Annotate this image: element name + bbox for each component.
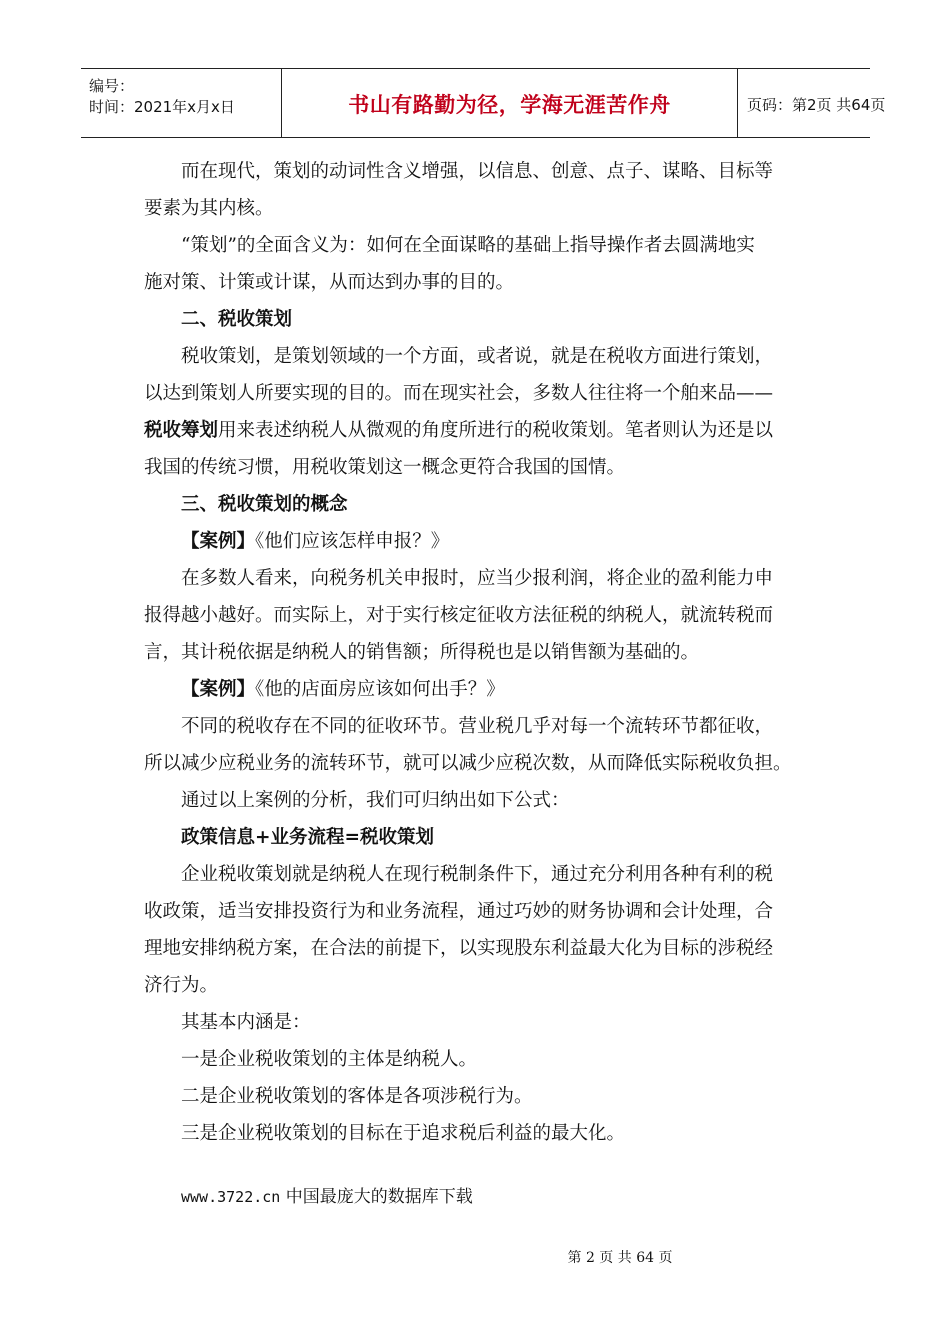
bold-term: 税收筹划 — [144, 420, 219, 441]
paragraph-line: 所以减少应税业务的流转环节，就可以减少应税次数，从而降低实际税收负担。 — [144, 753, 792, 774]
list-item: 一是企业税收策划的主体是纳税人。 — [181, 1049, 478, 1070]
paragraph-line: 收政策，适当安排投资行为和业务流程，通过巧妙的财务协调和会计处理，合 — [144, 901, 774, 922]
header-motto-cell — [281, 69, 738, 137]
formula: 政策信息+业务流程=税收策划 — [181, 827, 435, 848]
footer-url-text: 中国最庞大的数据库下载 — [280, 1187, 473, 1207]
header-page-cell — [737, 69, 886, 137]
footer-source — [181, 1182, 473, 1207]
list-item: 二是企业税收策划的客体是各项涉税行为。 — [181, 1086, 533, 1107]
list-item: 三是企业税收策划的目标在于追求税后利益的最大化。 — [181, 1123, 626, 1144]
paragraph-line: 以达到策划人所要实现的目的。而在现实社会，多数人往往将一个舶来品—— — [144, 383, 774, 404]
paragraph-line: 我国的传统习惯，用税收策划这一概念更符合我国的国情。 — [144, 457, 626, 478]
paragraph-line: 其基本内涵是： — [181, 1012, 311, 1033]
footer-url-link[interactable]: www.3722.cn — [181, 1188, 281, 1206]
paragraph-line — [144, 419, 773, 443]
section-heading: 三、税收策划的概念 — [181, 494, 348, 515]
document-date: 时间：2021年x月x日 — [89, 98, 235, 116]
paragraph-line: 言，其计税依据是纳税人的销售额；所得税也是以销售额为基础的。 — [144, 642, 700, 663]
page-footer: 第 2 页 共 64 页 — [567, 1250, 673, 1266]
header-motto: 书山有路勤为径，学海无涯苦作舟 — [348, 93, 671, 117]
case-title: 《他的店面房应该如何出手？》 — [255, 679, 505, 700]
paragraph-line: 报得越小越好。而实际上，对于实行核定征收方法征税的纳税人，就流转税而 — [144, 605, 774, 626]
case-tag: 【案例】 — [181, 679, 256, 700]
document-number-label: 编号： — [89, 77, 135, 95]
document-header — [81, 68, 886, 138]
header-page-info: 页码：第2页 共64页 — [747, 96, 886, 114]
paragraph-line: 济行为。 — [144, 975, 219, 996]
paragraph-line: 理地安排纳税方案，在合法的前提下，以实现股东利益最大化为目标的涉税经 — [144, 938, 774, 959]
paragraph-line: 税收策划，是策划领域的一个方面，或者说，就是在税收方面进行策划， — [181, 346, 774, 367]
case-line — [181, 530, 449, 554]
paragraph-line: 通过以上案例的分析，我们可归纳出如下公式： — [181, 790, 570, 811]
paragraph-line: 企业税收策划就是纳税人在现行税制条件下，通过充分利用各种有利的税 — [181, 864, 774, 885]
case-line — [181, 678, 505, 702]
case-title: 《他们应该怎样申报？》 — [255, 531, 450, 552]
header-meta-cell — [81, 69, 281, 137]
paragraph-line: 要素为其内核。 — [144, 198, 274, 219]
section-heading: 二、税收策划 — [181, 309, 293, 330]
paragraph-line: 施对策、计策或计谋，从而达到办事的目的。 — [144, 272, 515, 293]
paragraph-line: “策划”的全面含义为：如何在全面谋略的基础上指导操作者去圆满地实 — [181, 235, 755, 256]
paragraph-text: 用来表述纳税人从微观的角度所进行的税收策划。笔者则认为还是以 — [218, 420, 774, 441]
paragraph-line: 不同的税收存在不同的征收环节。营业税几乎对每一个流转环节都征收， — [181, 716, 774, 737]
paragraph-line: 而在现代，策划的动词性含义增强，以信息、创意、点子、谋略、目标等 — [181, 161, 774, 182]
paragraph-line: 在多数人看来，向税务机关申报时，应当少报利润，将企业的盈利能力申 — [181, 568, 774, 589]
case-tag: 【案例】 — [181, 531, 256, 552]
